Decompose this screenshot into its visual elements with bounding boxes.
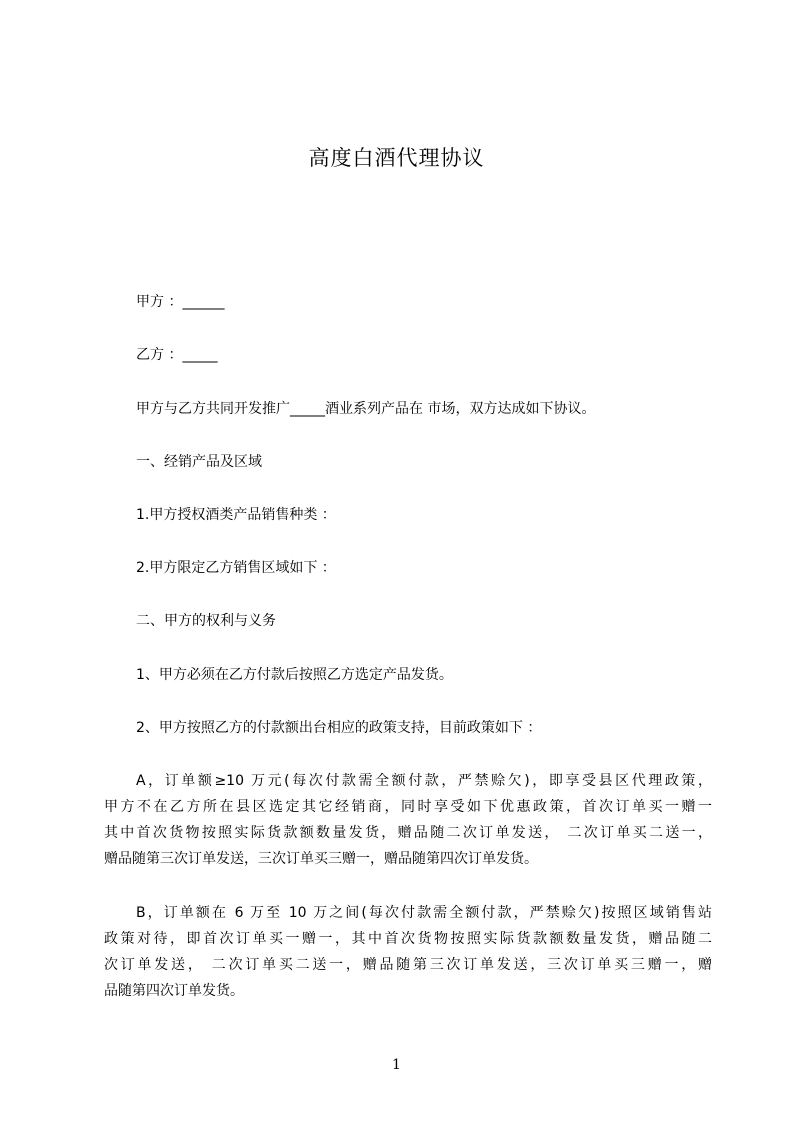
policy-b-paragraph <box>104 900 712 1004</box>
policy-b-line: 次订单发送， 二次订单买二送一，赠品随第三次订单发送，三次订单买三赠一，赠 <box>104 957 712 973</box>
party-b-line: 乙方 ：_____ <box>136 347 218 363</box>
policy-b-line: 品随第四次订单发货。 <box>104 983 244 999</box>
party-a-line: 甲方 ：______ <box>136 294 225 310</box>
policy-a-line: 甲方不在乙方所在县区选定其它经销商，同时享受如下优惠政策，首次订单买一赠一 <box>104 799 712 815</box>
section1-item2: 2.甲方限定乙方销售区域如下 ： <box>136 560 336 576</box>
policy-a-paragraph <box>104 768 712 872</box>
policy-a-line: A，订单额≥10 万元(每次付款需全额付款，严禁赊欠)，即享受县区代理政策， <box>136 773 712 789</box>
section1-item1: 1.甲方授权酒类产品销售种类 ： <box>136 507 336 523</box>
section2-item2: 2、甲方按照乙方的付款额出台相应的政策支持，目前政策如下 ： <box>136 720 542 736</box>
document-title: 高度白酒代理协议 <box>308 146 485 170</box>
section1-heading: 一、经销产品及区域 <box>136 454 262 470</box>
intro-paragraph: 甲方与乙方共同开发推广_____酒业系列产品在 市场，双方达成如下协议。 <box>136 401 596 417</box>
page-number: 1 <box>392 1057 401 1073</box>
policy-a-line: 其中首次货物按照实际货款额数量发货，赠品随二次订单发送， 二次订单买二送一， <box>104 825 712 841</box>
section2-item1: 1、甲方必须在乙方付款后按照乙方选定产品发货。 <box>136 667 453 683</box>
policy-a-line: 赠品随第三次订单发送，三次订单买三赠一，赠品随第四次订单发货。 <box>104 851 538 867</box>
policy-b-line: B，订单额在 6 万至 10 万之间(每次付款需全额付款，严禁赊欠)按照区域销售站 <box>136 905 712 921</box>
policy-b-line: 政策对待，即首次订单买一赠一，其中首次货物按照实际货款额数量发货，赠品随二 <box>104 931 712 947</box>
section2-heading: 二、甲方的权利与义务 <box>136 613 276 629</box>
